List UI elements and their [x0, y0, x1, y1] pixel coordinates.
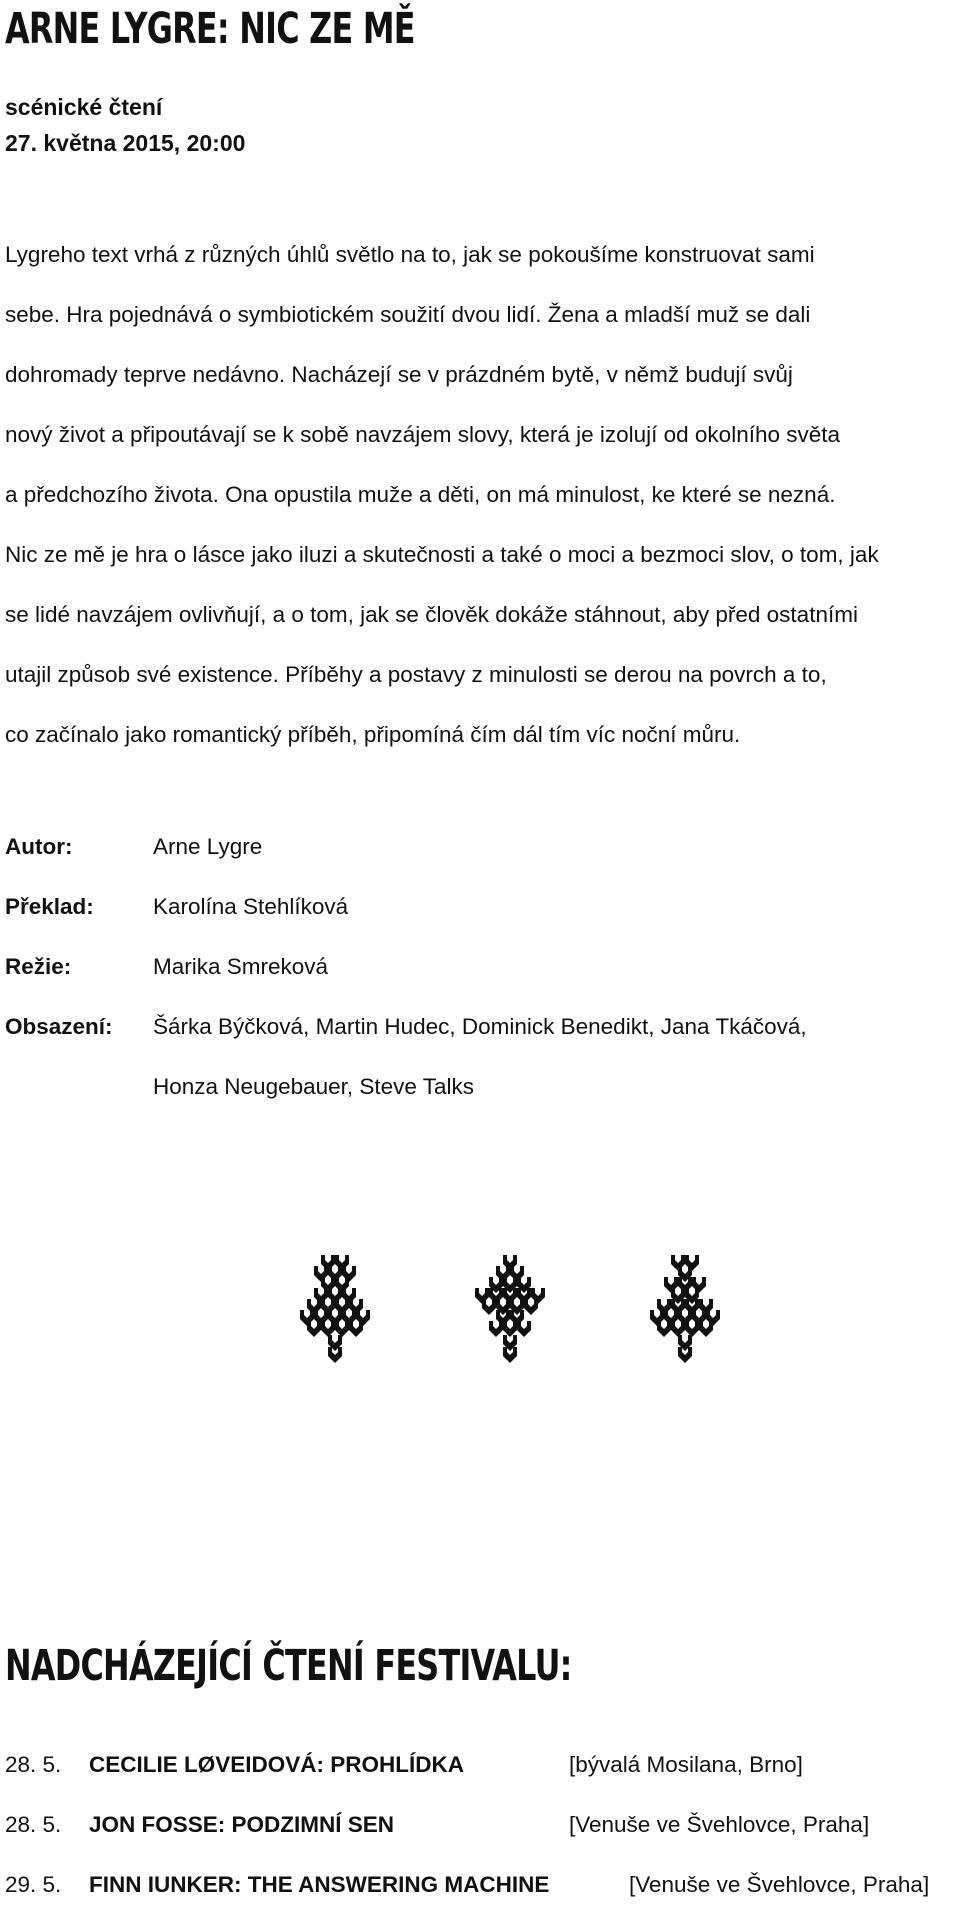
- tree-ornament-icon: [645, 1255, 725, 1371]
- cast-line: Honza Neugebauer, Steve Talks: [153, 1074, 475, 1099]
- upcoming-events-list: [5, 1735, 955, 1915]
- upcoming-title: NADCHÁZEJÍCÍ ČTENÍ FESTIVALU:: [5, 1641, 572, 1691]
- description-line: nový život a připoutávají se k sobě navzájem slovy, která je izolují od okolního světa: [5, 422, 841, 447]
- event-type: scénické čtení: [5, 94, 163, 120]
- event-date: 27. května 2015, 20:00: [5, 130, 246, 156]
- event-row-title: CECILIE LØVEIDOVÁ: PROHLÍDKA: [89, 1752, 465, 1777]
- description-line: se lidé navzájem ovlivňují, a o tom, jak se člověk dokáže stáhnout, aby před ostatními: [5, 602, 858, 627]
- credit-label: Režie:: [5, 954, 72, 979]
- description-line: dohromady teprve nedávno. Nacházejí se v prázdném bytě, v němž budují svůj: [5, 362, 793, 387]
- credit-author: [5, 817, 945, 877]
- credits-list: [5, 817, 945, 1117]
- description-line: co začínalo jako romantický příběh, připomíná čím dál tím víc noční můru.: [5, 722, 741, 747]
- description-line: Nic ze mě je hra o lásce jako iluzi a skutečnosti a také o moci a bezmoci slov, o tom, jak: [5, 542, 879, 567]
- arrow-ornament-icon: [470, 1255, 550, 1371]
- credit-cast: [5, 997, 945, 1117]
- event-row: [5, 1735, 955, 1795]
- credit-label: Obsazení:: [5, 1014, 113, 1039]
- credit-label: Překlad:: [5, 894, 94, 919]
- credit-value: Arne Lygre: [153, 834, 263, 859]
- event-row-venue: [bývalá Mosilana, Brno]: [569, 1752, 803, 1777]
- event-row-venue: [Venuše ve Švehlovce, Praha]: [569, 1812, 870, 1837]
- credit-value: [153, 997, 807, 1117]
- credit-label: Autor:: [5, 834, 73, 859]
- event-row-date: 29. 5.: [5, 1872, 62, 1897]
- event-row-title: FINN IUNKER: THE ANSWERING MACHINE: [89, 1872, 550, 1897]
- page-title: ARNE LYGRE: NIC ZE MĚ: [5, 4, 415, 54]
- description: [5, 225, 935, 765]
- credit-translation: [5, 877, 945, 937]
- event-row-venue: [Venuše ve Švehlovce, Praha]: [629, 1872, 930, 1897]
- description-line: Lygreho text vrhá z různých úhlů světlo na to, jak se pokoušíme konstruovat sami: [5, 242, 815, 267]
- credit-director: [5, 937, 945, 997]
- event-row-date: 28. 5.: [5, 1812, 62, 1837]
- ornament-row: [5, 1255, 945, 1375]
- description-line: sebe. Hra pojednává o symbiotickém soužití dvou lidí. Žena a mladší muž se dali: [5, 302, 811, 327]
- tree-ornament-icon: [295, 1255, 375, 1371]
- description-line: a předchozího života. Ona opustila muže a děti, on má minulost, ke které se nezná.: [5, 482, 836, 507]
- event-row: [5, 1795, 955, 1855]
- description-line: utajil způsob své existence. Příběhy a postavy z minulosti se derou na povrch a to,: [5, 662, 827, 687]
- event-row: [5, 1855, 955, 1915]
- event-row-title: JON FOSSE: PODZIMNÍ SEN: [89, 1812, 395, 1837]
- cast-line: Šárka Býčková, Martin Hudec, Dominick Benedikt, Jana Tkáčová,: [153, 1014, 807, 1039]
- credit-value: Karolína Stehlíková: [153, 894, 349, 919]
- credit-value: Marika Smreková: [153, 954, 329, 979]
- event-row-date: 28. 5.: [5, 1752, 62, 1777]
